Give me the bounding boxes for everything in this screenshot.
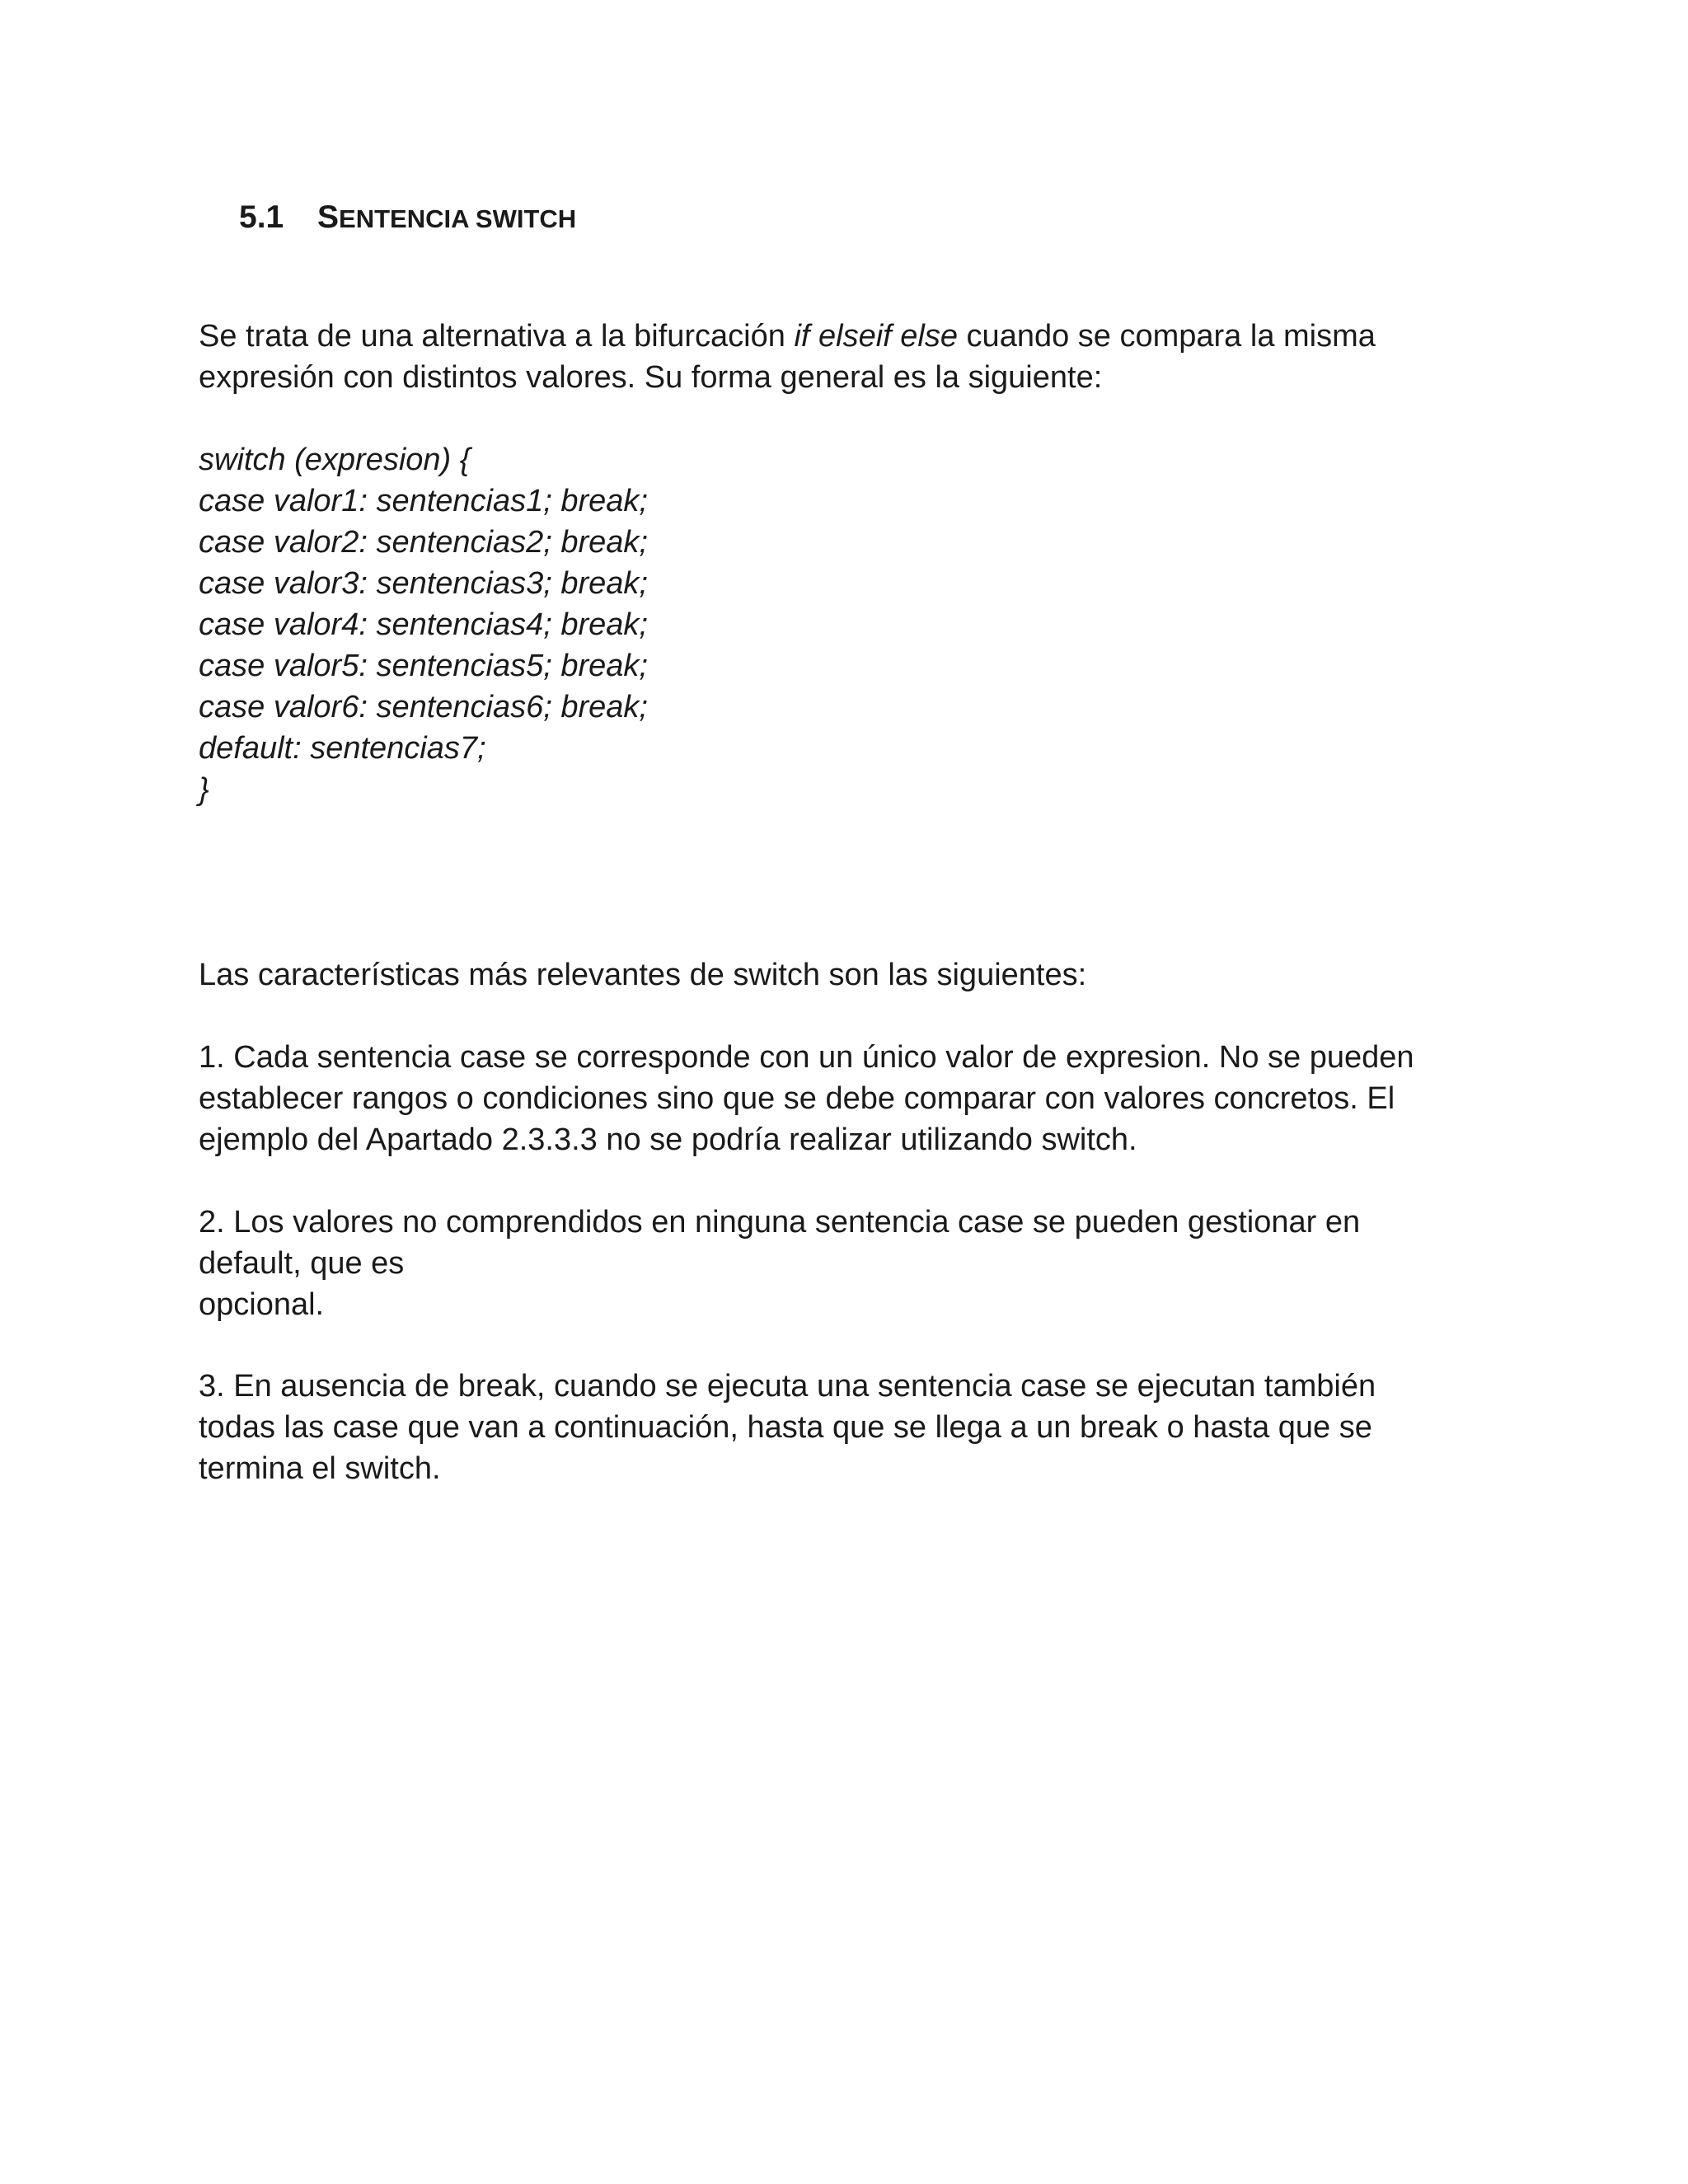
section-title-rest: ENTENCIA SWITCH — [339, 204, 577, 233]
code-line: case valor6: sentencias6; break; — [199, 690, 648, 724]
section-number: 5.1 — [239, 199, 284, 235]
list-item-line: ejemplo del Apartado 2.3.3.3 no se podría realizar utilizando switch. — [199, 1122, 1137, 1157]
list-item-2 — [199, 1202, 1360, 1325]
intro-line-1 — [199, 316, 1376, 357]
code-line: case valor1: sentencias1; break; — [199, 484, 648, 518]
section-title-initial: S — [317, 199, 340, 235]
intro-italic-keywords: if elseif else — [794, 319, 958, 354]
list-item-line: 2. Los valores no comprendidos en ninguna sentencia case se pueden gestionar en — [199, 1205, 1361, 1240]
list-item-line: establecer rangos o condiciones sino que se debe comparar con valores concretos. El — [199, 1081, 1395, 1116]
list-item-line: 3. En ausencia de break, cuando se ejecuta una sentencia case se ejecutan también — [199, 1369, 1376, 1404]
code-line: case valor5: sentencias5; break; — [199, 649, 648, 683]
section-heading — [239, 198, 576, 239]
code-line: case valor4: sentencias4; break; — [199, 607, 648, 642]
code-line: case valor2: sentencias2; break; — [199, 525, 648, 560]
list-item-3 — [199, 1366, 1376, 1489]
intro-paragraph — [199, 316, 1376, 398]
switch-syntax-block — [199, 439, 648, 810]
intro-text-b: cuando se compara la misma — [958, 319, 1376, 354]
intro-text-a: Se trata de una alternativa a la bifurcación — [199, 319, 795, 354]
list-item-line: 1. Cada sentencia case se corresponde con un único valor de expresion. No se pueden — [199, 1040, 1414, 1075]
code-line: switch (expresion) { — [199, 443, 471, 477]
list-item-line: default, que es — [199, 1246, 405, 1281]
list-item-line: termina el switch. — [199, 1451, 441, 1486]
list-item-1 — [199, 1037, 1414, 1160]
code-line: default: sentencias7; — [199, 731, 486, 766]
intro-line-2: expresión con distintos valores. Su forma general es la siguiente: — [199, 360, 1103, 395]
code-line: } — [199, 772, 209, 807]
list-item-line: todas las case que van a continuación, hasta que se llega a un break o hasta que se — [199, 1410, 1372, 1445]
list-item-line: opcional. — [199, 1287, 325, 1322]
characteristics-intro: Las características más relevantes de switch son las siguientes: — [199, 958, 1087, 992]
code-line: case valor3: sentencias3; break; — [199, 566, 648, 601]
